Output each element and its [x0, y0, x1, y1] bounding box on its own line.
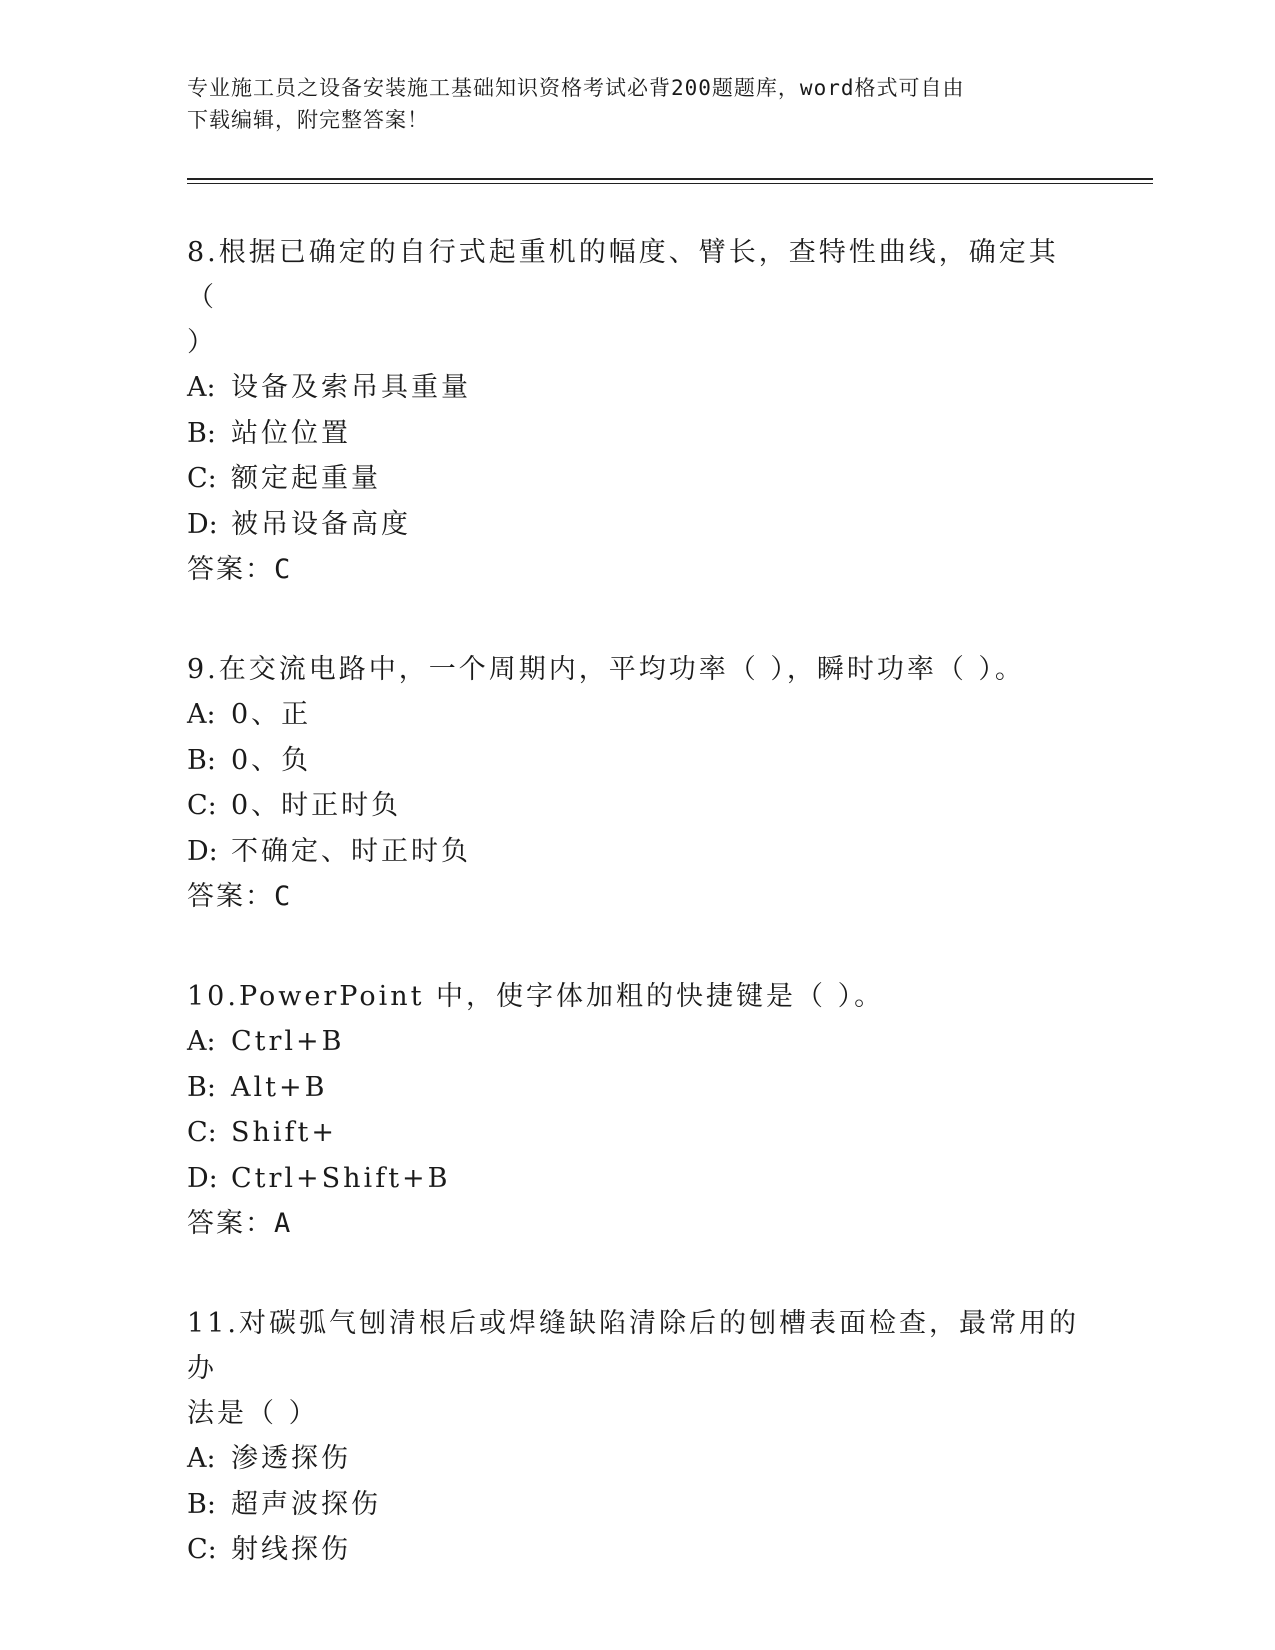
option-text: 射线探伤 — [231, 1534, 351, 1565]
option-a — [187, 1019, 1087, 1065]
option-letter: A: — [187, 1443, 216, 1474]
answer-line — [187, 1201, 1087, 1247]
question-text-line: 11.对碳弧气刨清根后或焊缝缺陷清除后的刨槽表面检查，最常用的办 — [187, 1308, 1079, 1384]
header-divider-thin — [187, 183, 1153, 184]
option-text: Shift+ — [231, 1117, 337, 1148]
option-c — [187, 1110, 1087, 1156]
option-b — [187, 1482, 1087, 1528]
option-letter: B: — [187, 1071, 216, 1103]
option-letter: C: — [187, 463, 217, 494]
header-line-2: 下载编辑，附完整答案！ — [187, 108, 429, 132]
option-letter: A: — [187, 1026, 216, 1057]
header-divider-thick — [187, 178, 1153, 180]
option-a — [187, 365, 1087, 411]
option-text: 站位位置 — [231, 417, 351, 449]
answer-value: A — [274, 1208, 292, 1239]
option-letter: C: — [187, 790, 217, 821]
question-text-line: 法是（ ） — [187, 1398, 319, 1429]
option-b — [187, 411, 1087, 457]
option-b — [187, 738, 1087, 784]
question-text-line: 9.在交流电路中，一个周期内，平均功率（ ），瞬时功率（ ）。 — [187, 654, 1025, 685]
option-c — [187, 1527, 1087, 1573]
question-text-line: 10.PowerPoint 中，使字体加粗的快捷键是（ ）。 — [187, 981, 885, 1012]
option-letter: D: — [187, 1162, 218, 1194]
answer-value: C — [274, 554, 292, 585]
question-text-line: ） — [187, 327, 217, 358]
option-letter: D: — [187, 835, 218, 867]
option-text: 超声波探伤 — [231, 1488, 381, 1520]
question-8 — [187, 230, 1087, 593]
option-text: 不确定、时正时负 — [231, 835, 471, 867]
option-letter: C: — [187, 1117, 217, 1148]
option-text: 额定起重量 — [231, 463, 381, 494]
option-text: 0、时正时负 — [231, 790, 402, 821]
option-text: 渗透探伤 — [231, 1443, 351, 1474]
option-text: Alt+B — [231, 1071, 328, 1103]
option-text: Ctrl+B — [231, 1026, 345, 1057]
option-a — [187, 1436, 1087, 1482]
question-11 — [187, 1301, 1087, 1573]
answer-line — [187, 547, 1087, 593]
option-text: 被吊设备高度 — [231, 508, 411, 540]
header-line-1: 专业施工员之设备安装施工基础知识资格考试必背200题题库，word格式可自由 — [187, 76, 965, 100]
option-letter: A: — [187, 372, 216, 403]
answer-value: C — [274, 881, 292, 912]
answer-line — [187, 874, 1087, 920]
option-letter: B: — [187, 417, 216, 449]
question-9 — [187, 647, 1087, 920]
option-c — [187, 456, 1087, 502]
option-d — [187, 1156, 1087, 1202]
answer-label: 答案： — [187, 1208, 274, 1239]
option-text: 0、负 — [231, 744, 312, 776]
option-d — [187, 502, 1087, 548]
option-letter: C: — [187, 1534, 217, 1565]
document-header — [187, 72, 1087, 136]
option-d — [187, 829, 1087, 875]
option-letter: B: — [187, 744, 216, 776]
option-a — [187, 692, 1087, 738]
option-b — [187, 1065, 1087, 1111]
option-letter: D: — [187, 508, 218, 540]
question-list — [187, 230, 1087, 1627]
option-letter: B: — [187, 1488, 216, 1520]
option-letter: A: — [187, 699, 216, 730]
question-text-line: 8.根据已确定的自行式起重机的幅度、臂长，查特性曲线，确定其（ — [187, 237, 1059, 313]
answer-label: 答案： — [187, 554, 274, 585]
question-10 — [187, 974, 1087, 1247]
option-text: Ctrl+Shift+B — [231, 1162, 451, 1194]
option-text: 0、正 — [231, 699, 312, 730]
option-text: 设备及索吊具重量 — [231, 372, 471, 403]
option-c — [187, 783, 1087, 829]
answer-label: 答案： — [187, 881, 274, 912]
